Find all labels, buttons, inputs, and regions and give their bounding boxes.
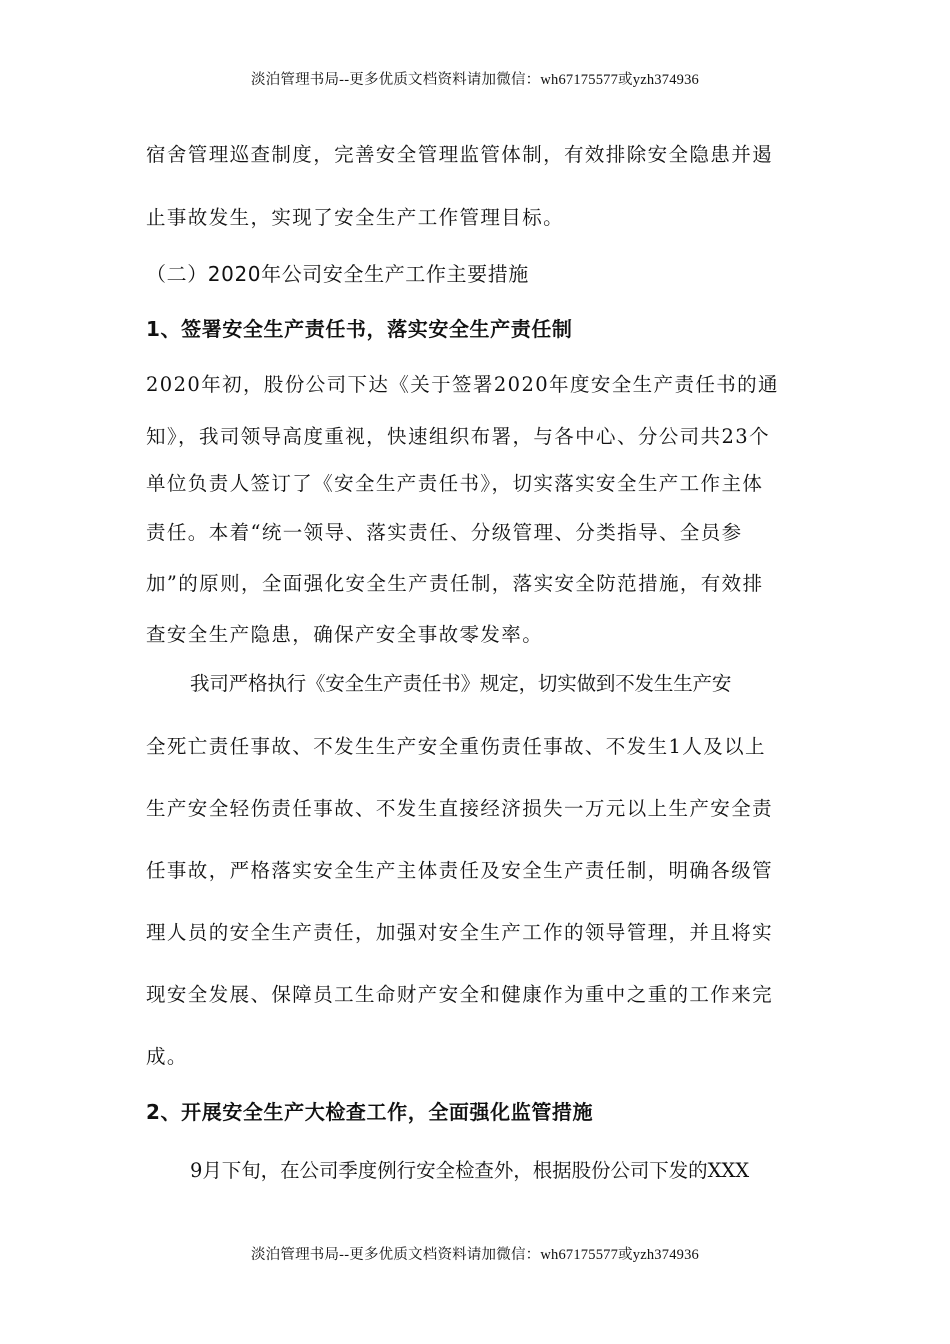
- section-title: （二）2020年公司安全生产工作主要措施: [146, 262, 529, 286]
- paragraph-line: 全死亡责任事故、不发生生产安全重伤责任事故、不发生1人及以上: [146, 735, 766, 758]
- paragraph-line: 任事故，严格落实安全生产主体责任及安全生产责任制，明确各级管: [146, 859, 774, 882]
- paragraph-line: 查安全生产隐患，确保产安全事故零发率。: [146, 623, 544, 646]
- page-footer: 淡泊管理书局--更多优质文档资料请加微信：wh67175577或yzh374936: [250, 1247, 699, 1263]
- paragraph-line: 加”的原则，全面强化安全生产责任制，落实安全防范措施，有效排: [146, 572, 764, 595]
- paragraph-line: 责任。本着“统一领导、落实责任、分级管理、分类指导、全员参: [146, 521, 743, 544]
- paragraph-line: 现安全发展、保障员工生命财产安全和健康作为重中之重的工作来完: [146, 983, 774, 1006]
- item-2-title: 2、开展安全生产大检查工作，全面强化监管措施: [146, 1100, 594, 1124]
- paragraph-line: 我司严格执行《安全生产责任书》规定，切实做到不发生生产安: [190, 672, 732, 695]
- page-header: 淡泊管理书局--更多优质文档资料请加微信：wh67175577或yzh374936: [250, 72, 699, 88]
- item-1-title: 1、签署安全生产责任书，落实安全生产责任制: [146, 317, 573, 341]
- paragraph-line: 知》，我司领导高度重视，快速组织布署，与各中心、分公司共23个: [146, 425, 770, 448]
- paragraph-line: 9月下旬，在公司季度例行安全检查外，根据股份公司下发的XXX: [190, 1159, 750, 1182]
- paragraph-line: 止事故发生，实现了安全生产工作管理目标。: [146, 206, 565, 229]
- paragraph-line: 单位负责人签订了《安全生产责任书》，切实落实安全生产工作主体: [146, 472, 764, 495]
- paragraph-line: 宿舍管理巡查制度，完善安全管理监管体制，有效排除安全隐患并遏: [146, 143, 774, 166]
- paragraph-line: 2020年初，股份公司下达《关于签署2020年度安全生产责任书的通: [146, 373, 779, 396]
- paragraph-line: 理人员的安全生产责任，加强对安全生产工作的领导管理，并且将实: [146, 921, 774, 944]
- paragraph-line: 生产安全轻伤责任事故、不发生直接经济损失一万元以上生产安全责: [146, 797, 774, 820]
- paragraph-line: 成。: [146, 1045, 188, 1068]
